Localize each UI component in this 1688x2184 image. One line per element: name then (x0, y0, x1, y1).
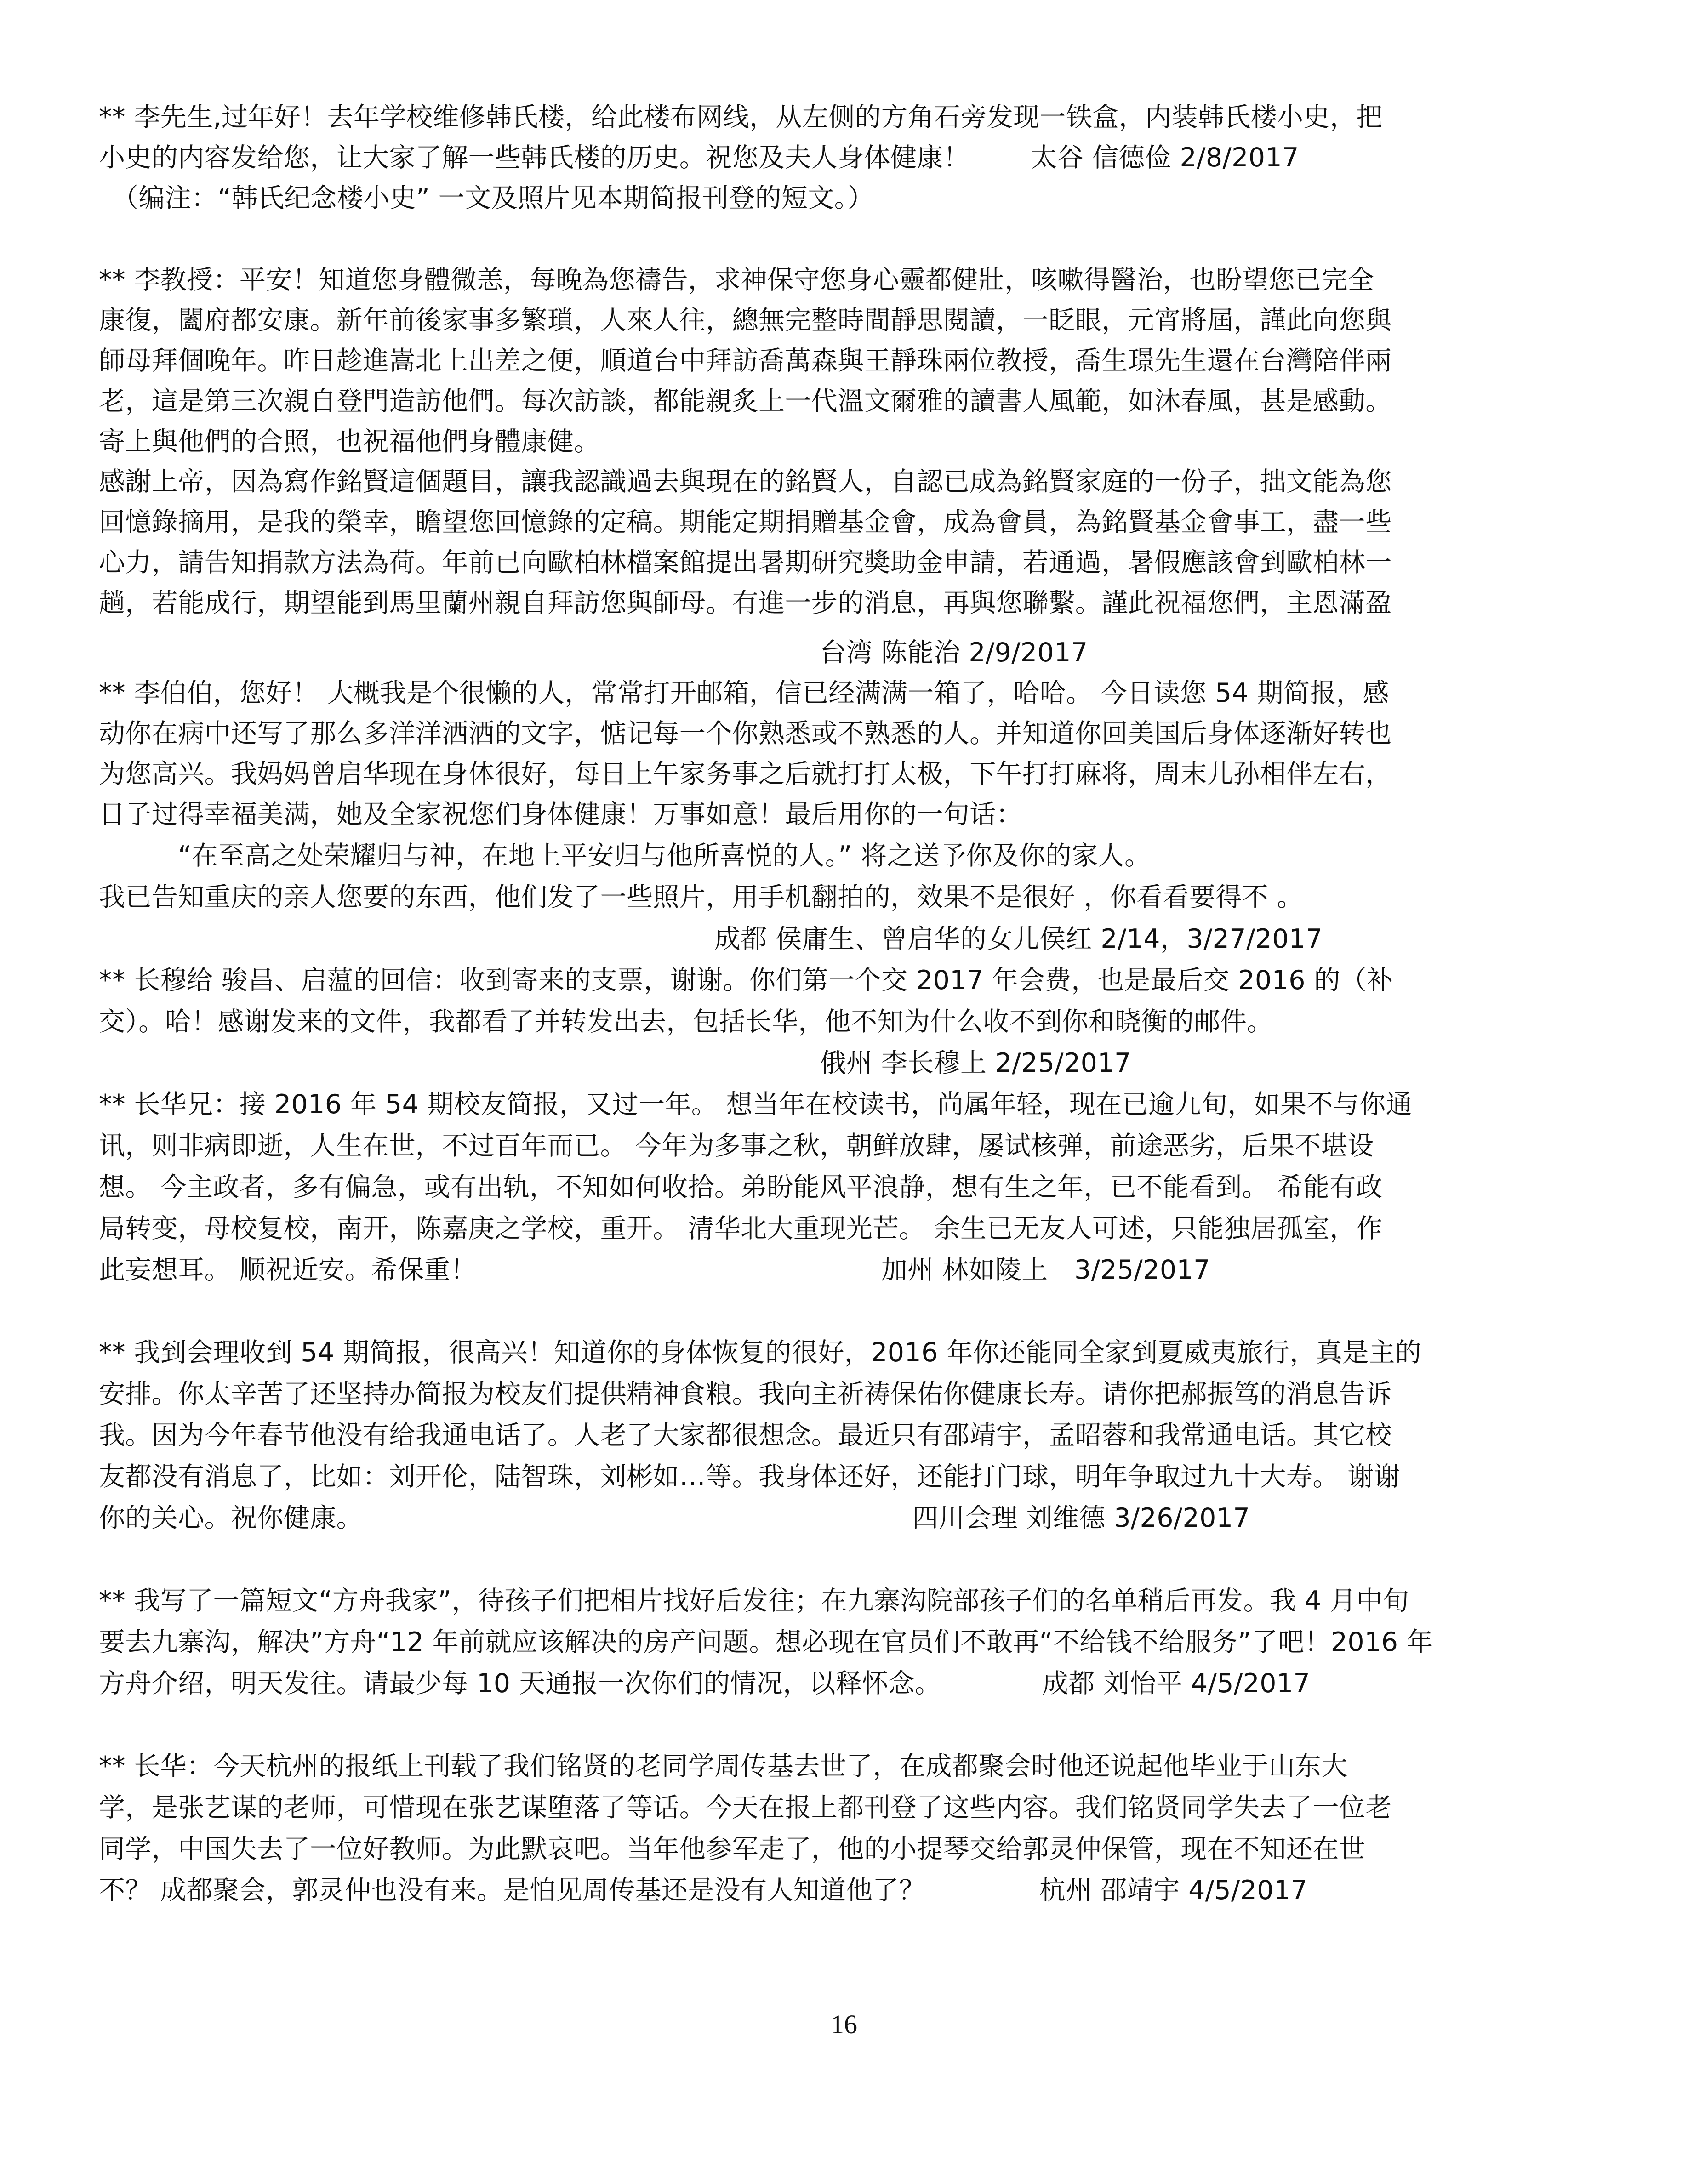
text-line: 我。因为今年春节他没有给我通电话了。人老了大家都很想念。最近只有邵靖宇，孟昭蓉和我常通电话。其它校 (99, 1420, 1392, 1450)
text-line: 感謝上帝，因為寫作銘賢這個題目，讓我認識過去與現在的銘賢人，自認已成為銘賢家庭的一份子，拙文能為您 (99, 466, 1392, 497)
text-line: 要去九寨沟，解决”方舟“12 年前就应该解决的房产问题。想必现在官员们不敢再“不给钱不给服务”了吧！2016 年 (99, 1627, 1433, 1657)
text-line: 此妄想耳。 顺祝近安。希保重！ 加州 林如陵上 3/25/2017 (99, 1255, 1210, 1285)
text-line: 成都 侯庸生、曾启华的女儿侯红 2/14，3/27/2017 (99, 924, 1323, 954)
page-number: 16 (831, 2009, 857, 2039)
text-line: 讯，则非病即逝，人生在世，不过百年而已。 今年为多事之秋，朝鲜放肆，屡试核弹，前途恶劣，后果不堪设 (99, 1131, 1374, 1161)
text-line: 回憶錄摘用，是我的榮幸，瞻望您回憶錄的定稿。期能定期捐贈基金會，成為會員，為銘賢基金會事工，盡一些 (99, 507, 1392, 537)
text-line: 日子过得幸福美满，她及全家祝您们身体健康！万事如意！最后用你的一句话： (99, 799, 1022, 830)
text-line: 寄上與他們的合照，也祝福他們身體康健。 (99, 427, 600, 457)
text-line: 老，這是第三次親自登門造訪他們。每次訪談，都能親炙上一代溫文爾雅的讀書人風範，如沐春風，甚是感動。 (99, 386, 1392, 416)
text-line: 动你在病中还写了那么多洋洋洒洒的文字，惦记每一个你熟悉或不熟悉的人。并知道你回美国后身体逐渐好转也 (99, 718, 1392, 749)
text-line: 方舟介绍，明天发往。请最少每 10 天通报一次你们的情况，以释怀念。 成都 刘怡平 4/5/2017 (99, 1668, 1311, 1699)
text-line: 趟，若能成行，期望能到馬里蘭州親自拜訪您與師母。有進一步的消息，再與您聯繫。謹此祝福您們，主恩滿盈 (99, 588, 1392, 618)
text-line: 为您高兴。我妈妈曾启华现在身体很好，每日上午家务事之后就打打太极，下午打打麻将，周末儿孙相伴左右， (99, 759, 1392, 789)
text-line: 同学，中国失去了一位好教师。为此默哀吧。当年他参军走了，他的小提琴交给郭灵仲保管，现在不知还在世 (99, 1834, 1366, 1864)
text-line: ** 长华：今天杭州的报纸上刊载了我们铭贤的老同学周传基去世了，在成都聚会时他还说起他毕业于山东大 (99, 1751, 1348, 1781)
text-line: 心力，請告知捐款方法為荷。年前已向歐柏林檔案館提出暑期研究獎助金申請，若通過，暑假應該會到歐柏林一 (99, 547, 1392, 578)
text-line: 俄州 李长穆上 2/25/2017 (99, 1048, 1131, 1078)
text-line: ** 李伯伯，您好！ 大概我是个很懒的人，常常打开邮箱，信已经满满一箱了，哈哈。 今日读您 54 期简报，感 (99, 678, 1389, 708)
text-line: ** 李教授：平安！知道您身體微恙，每晚為您禱告，求神保守您身心靈都健壯，咳嗽得醫治，也盼望您已完全 (99, 265, 1374, 295)
text-line: ** 长穆给 骏昌、启蕰的回信：收到寄来的支票，谢谢。你们第一个交 2017 年会费，也是最后交 2016 的（补 (99, 965, 1393, 995)
text-line: ** 我到会理收到 54 期简报，很高兴！知道你的身体恢复的很好，2016 年你还能同全家到夏威夷旅行，真是主的 (99, 1337, 1422, 1368)
text-line: 学，是张艺谋的老师，可惜现在张艺谋堕落了等话。今天在报上都刊登了这些内容。我们铭贤同学失去了一位老 (99, 1792, 1392, 1823)
text-line: ** 李先生,过年好！去年学校维修韩氏楼，给此楼布网线，从左侧的方角石旁发现一铁盒，内装韩氏楼小史，把 (99, 102, 1383, 132)
text-line: 你的关心。祝你健康。 四川会理 刘维德 3/26/2017 (99, 1503, 1250, 1533)
text-line: 交）。哈！感谢发来的文件，我都看了并转发出去，包括长华，他不知为什么收不到你和晓衡的邮件。 (99, 1007, 1273, 1037)
text-line: 康復，闔府都安康。新年前後家事多繁瑣，人來人往，總無完整時間靜思閱讀，一眨眼，元宵將屆，謹此向您與 (99, 305, 1392, 336)
text-line: 我已告知重庆的亲人您要的东西，他们发了一些照片，用手机翻拍的，效果不是很好 ，你看看要得不 。 (99, 882, 1304, 912)
text-line: 台湾 陈能治 2/9/2017 (99, 637, 1088, 668)
text-line: 安排。你太辛苦了还坚持办简报为校友们提供精神食粮。我向主祈祷保佑你健康长寿。请你把郝振笃的消息告诉 (99, 1379, 1392, 1409)
text-line: 局转变，母校复校，南开，陈嘉庚之学校，重开。 清华北大重现光芒。 余生已无友人可述，只能独居孤室，作 (99, 1213, 1383, 1244)
text-line: “在至高之处荣耀归与神，在地上平安归与他所喜悦的人。” 将之送予你及你的家人。 (99, 841, 1151, 871)
text-line: ** 长华兄：接 2016 年 54 期校友简报，又过一年。 想当年在校读书，尚属年轻，现在已逾九旬，如果不与你通 (99, 1089, 1413, 1120)
text-line: ** 我写了一篇短文“方舟我家”，待孩子们把相片找好后发往；在九寨沟院部孩子们的名单稍后再发。我 4 月中旬 (99, 1586, 1409, 1616)
text-line: 不？ 成都聚会，郭灵仲也没有来。是怕见周传基还是没有人知道他了？ 杭州 邵靖宇 4/5/2017 (99, 1875, 1308, 1905)
text-line: 小史的内容发给您，让大家了解一些韩氏楼的历史。祝您及夫人身体健康！ 太谷 信德俭 2/8/2017 (99, 142, 1299, 173)
text-line: 師母拜個晚年。昨日趁進嵩北上出差之便，順道台中拜訪喬萬森與王靜珠兩位教授，喬生璟先生還在台灣陪伴兩 (99, 346, 1392, 376)
text-line: 友都没有消息了，比如：刘开伦，陆智珠，刘彬如…等。我身体还好，还能打门球，明年争取过九十大寿。 谢谢 (99, 1462, 1401, 1492)
text-line: 想。 今主政者，多有偏急，或有出轨，不知如何收拾。弟盼能风平浪静，想有生之年，已不能看到。 希能有政 (99, 1172, 1383, 1202)
text-line: （编注：“韩氏纪念楼小史” 一文及照片见本期简报刊登的短文。） (99, 183, 874, 213)
